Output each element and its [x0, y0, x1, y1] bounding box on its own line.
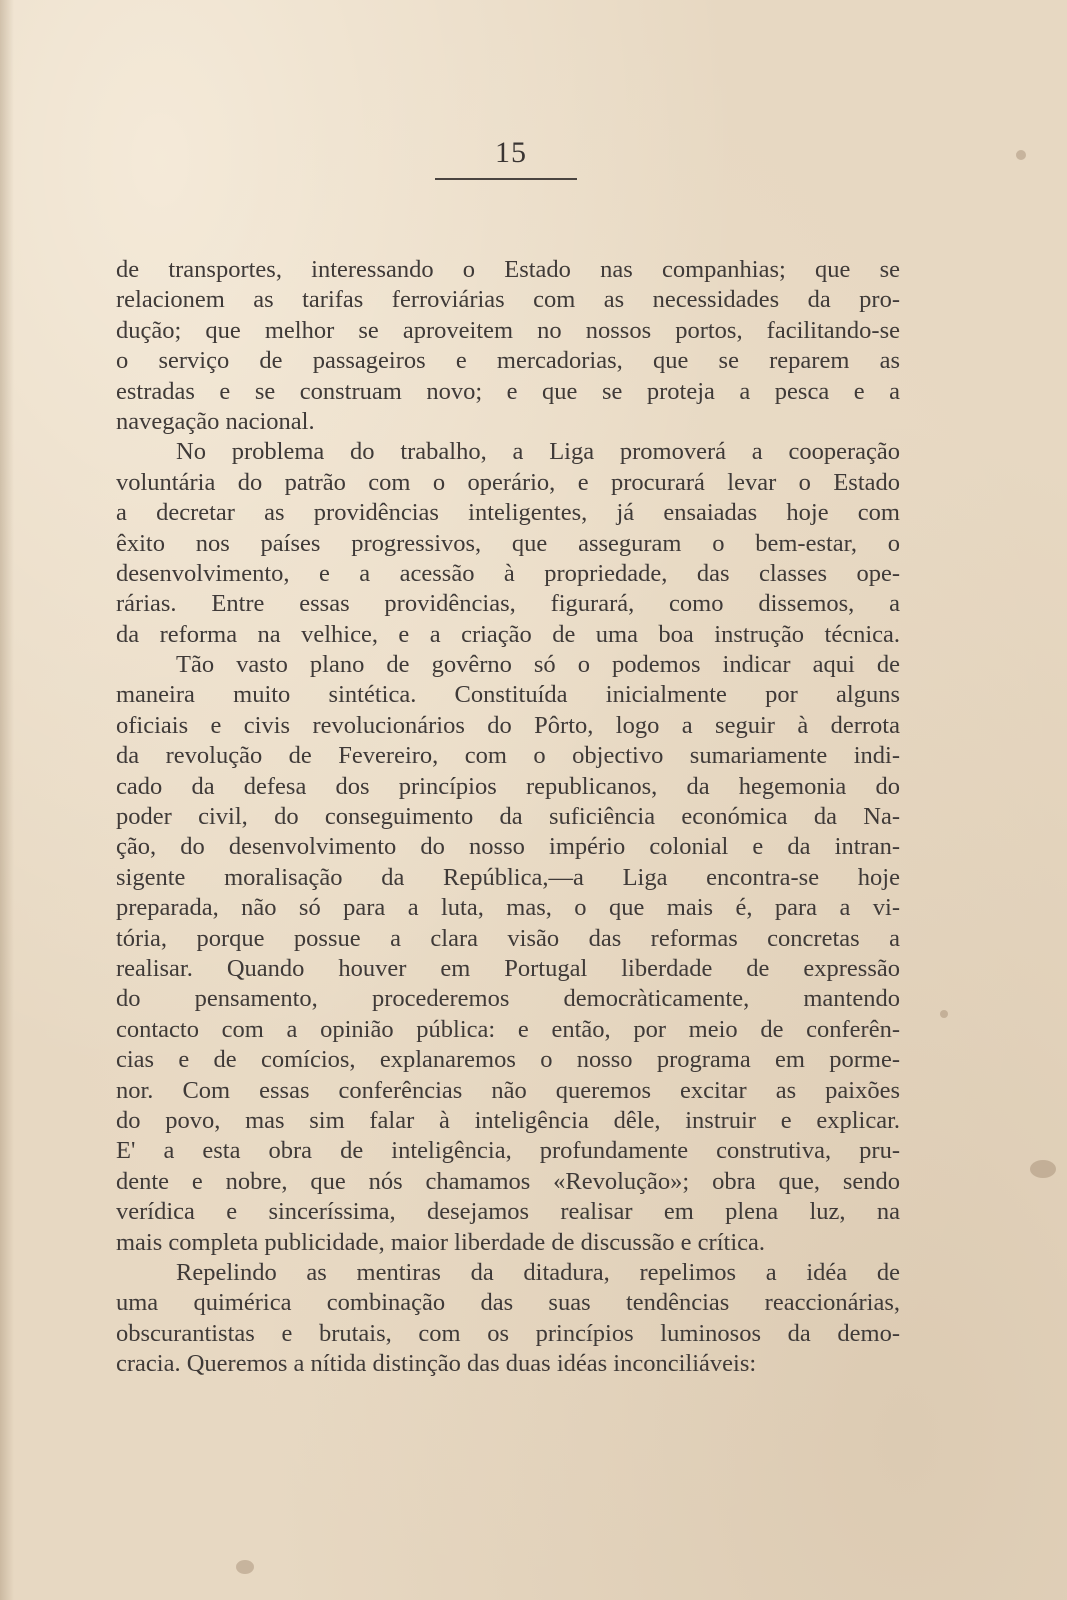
- text-line: a decretar as providências inteligentes, já ensaiadas hoje com: [116, 499, 900, 527]
- paper-spot: [236, 1560, 254, 1574]
- text-line: da reforma na velhice, e a criação de uma boa instrução técnica.: [116, 620, 900, 648]
- text-line: cias e de comícios, explanaremos o nosso programa em porme-: [116, 1046, 900, 1074]
- text-line: verídica e sinceríssima, desejamos realisar em plena luz, na: [116, 1198, 900, 1226]
- text-line: do pensamento, procederemos democràticamente, mantendo: [116, 985, 900, 1013]
- text-line: dução; que melhor se aproveitem no nossos portos, facilitando-se: [116, 316, 900, 344]
- text-line: estradas e se construam novo; e que se proteja a pesca e a: [116, 377, 900, 405]
- text-line: navegação nacional.: [116, 407, 315, 435]
- text-line: sigente moralisação da República,—a Liga encontra-se hoje: [116, 863, 900, 891]
- text-line: ção, do desenvolvimento do nosso império colonial e da intran-: [116, 833, 900, 861]
- text-line: poder civil, do conseguimento da suficiência económica da Na-: [116, 803, 900, 831]
- text-line: de transportes, interessando o Estado nas companhias; que se: [116, 256, 900, 283]
- text-line: uma quimérica combinação das suas tendências reaccionárias,: [116, 1289, 900, 1317]
- text-line: maneira muito sintética. Constituída inicialmente por alguns: [116, 681, 900, 709]
- text-line: dente e nobre, que nós chamamos «Revolução»; obra que, sendo: [116, 1167, 900, 1195]
- paper-spot: [1030, 1160, 1056, 1178]
- text-line: Repelindo as mentiras da ditadura, repelimos a idéa de: [176, 1258, 900, 1286]
- text-line: No problema do trabalho, a Liga promoverá a cooperação: [176, 438, 900, 466]
- text-line: oficiais e civis revolucionários do Pôrto, logo a seguir à derrota: [116, 711, 900, 739]
- text-line: do povo, mas sim falar à inteligência dêle, instruir e explicar.: [116, 1106, 900, 1134]
- text-line: o serviço de passageiros e mercadorias, que se reparem as: [116, 347, 900, 375]
- text-line: preparada, não só para a luta, mas, o que mais é, para a vi-: [116, 894, 900, 922]
- text-line: da revolução de Fevereiro, com o objectivo sumariamente indi-: [116, 742, 900, 770]
- page-number-rule: [435, 178, 577, 180]
- text-line: voluntária do patrão com o operário, e procurará levar o Estado: [116, 468, 900, 496]
- text-line: nor. Com essas conferências não queremos excitar as paixões: [116, 1076, 900, 1104]
- text-line: E' a esta obra de inteligência, profundamente construtiva, pru-: [116, 1137, 900, 1165]
- text-line: cado da defesa dos princípios republicanos, da hegemonia do: [116, 772, 900, 800]
- text-line: mais completa publicidade, maior liberdade de discussão e crítica.: [116, 1228, 766, 1256]
- text-line: contacto com a opinião pública: e então, por meio de conferên-: [116, 1015, 900, 1043]
- text-line: realisar. Quando houver em Portugal liberdade de expressão: [116, 954, 900, 982]
- paper-spot: [940, 1010, 948, 1018]
- text-line: êxito nos países progressivos, que asseguram o bem-estar, o: [116, 529, 900, 557]
- text-line: tória, porque possue a clara visão das reformas concretas a: [116, 924, 900, 952]
- text-line: obscurantistas e brutais, com os princípios luminosos da demo-: [116, 1319, 900, 1347]
- body-text: [116, 255, 900, 1379]
- text-line: Tão vasto plano de govêrno só o podemos indicar aqui de: [176, 651, 900, 679]
- text-line: desenvolvimento, e a acessão à propriedade, das classes ope-: [116, 559, 900, 587]
- page-number: 15: [495, 136, 527, 169]
- paper-spot: [1016, 150, 1026, 160]
- page-edge-shadow: [0, 0, 14, 1600]
- text-line: relacionem as tarifas ferroviárias com as necessidades da pro-: [116, 286, 900, 314]
- text-line: cracia. Queremos a nítida distinção das duas idéas inconciliáveis:: [116, 1350, 757, 1378]
- text-line: rárias. Entre essas providências, figurará, como dissemos, a: [116, 590, 900, 618]
